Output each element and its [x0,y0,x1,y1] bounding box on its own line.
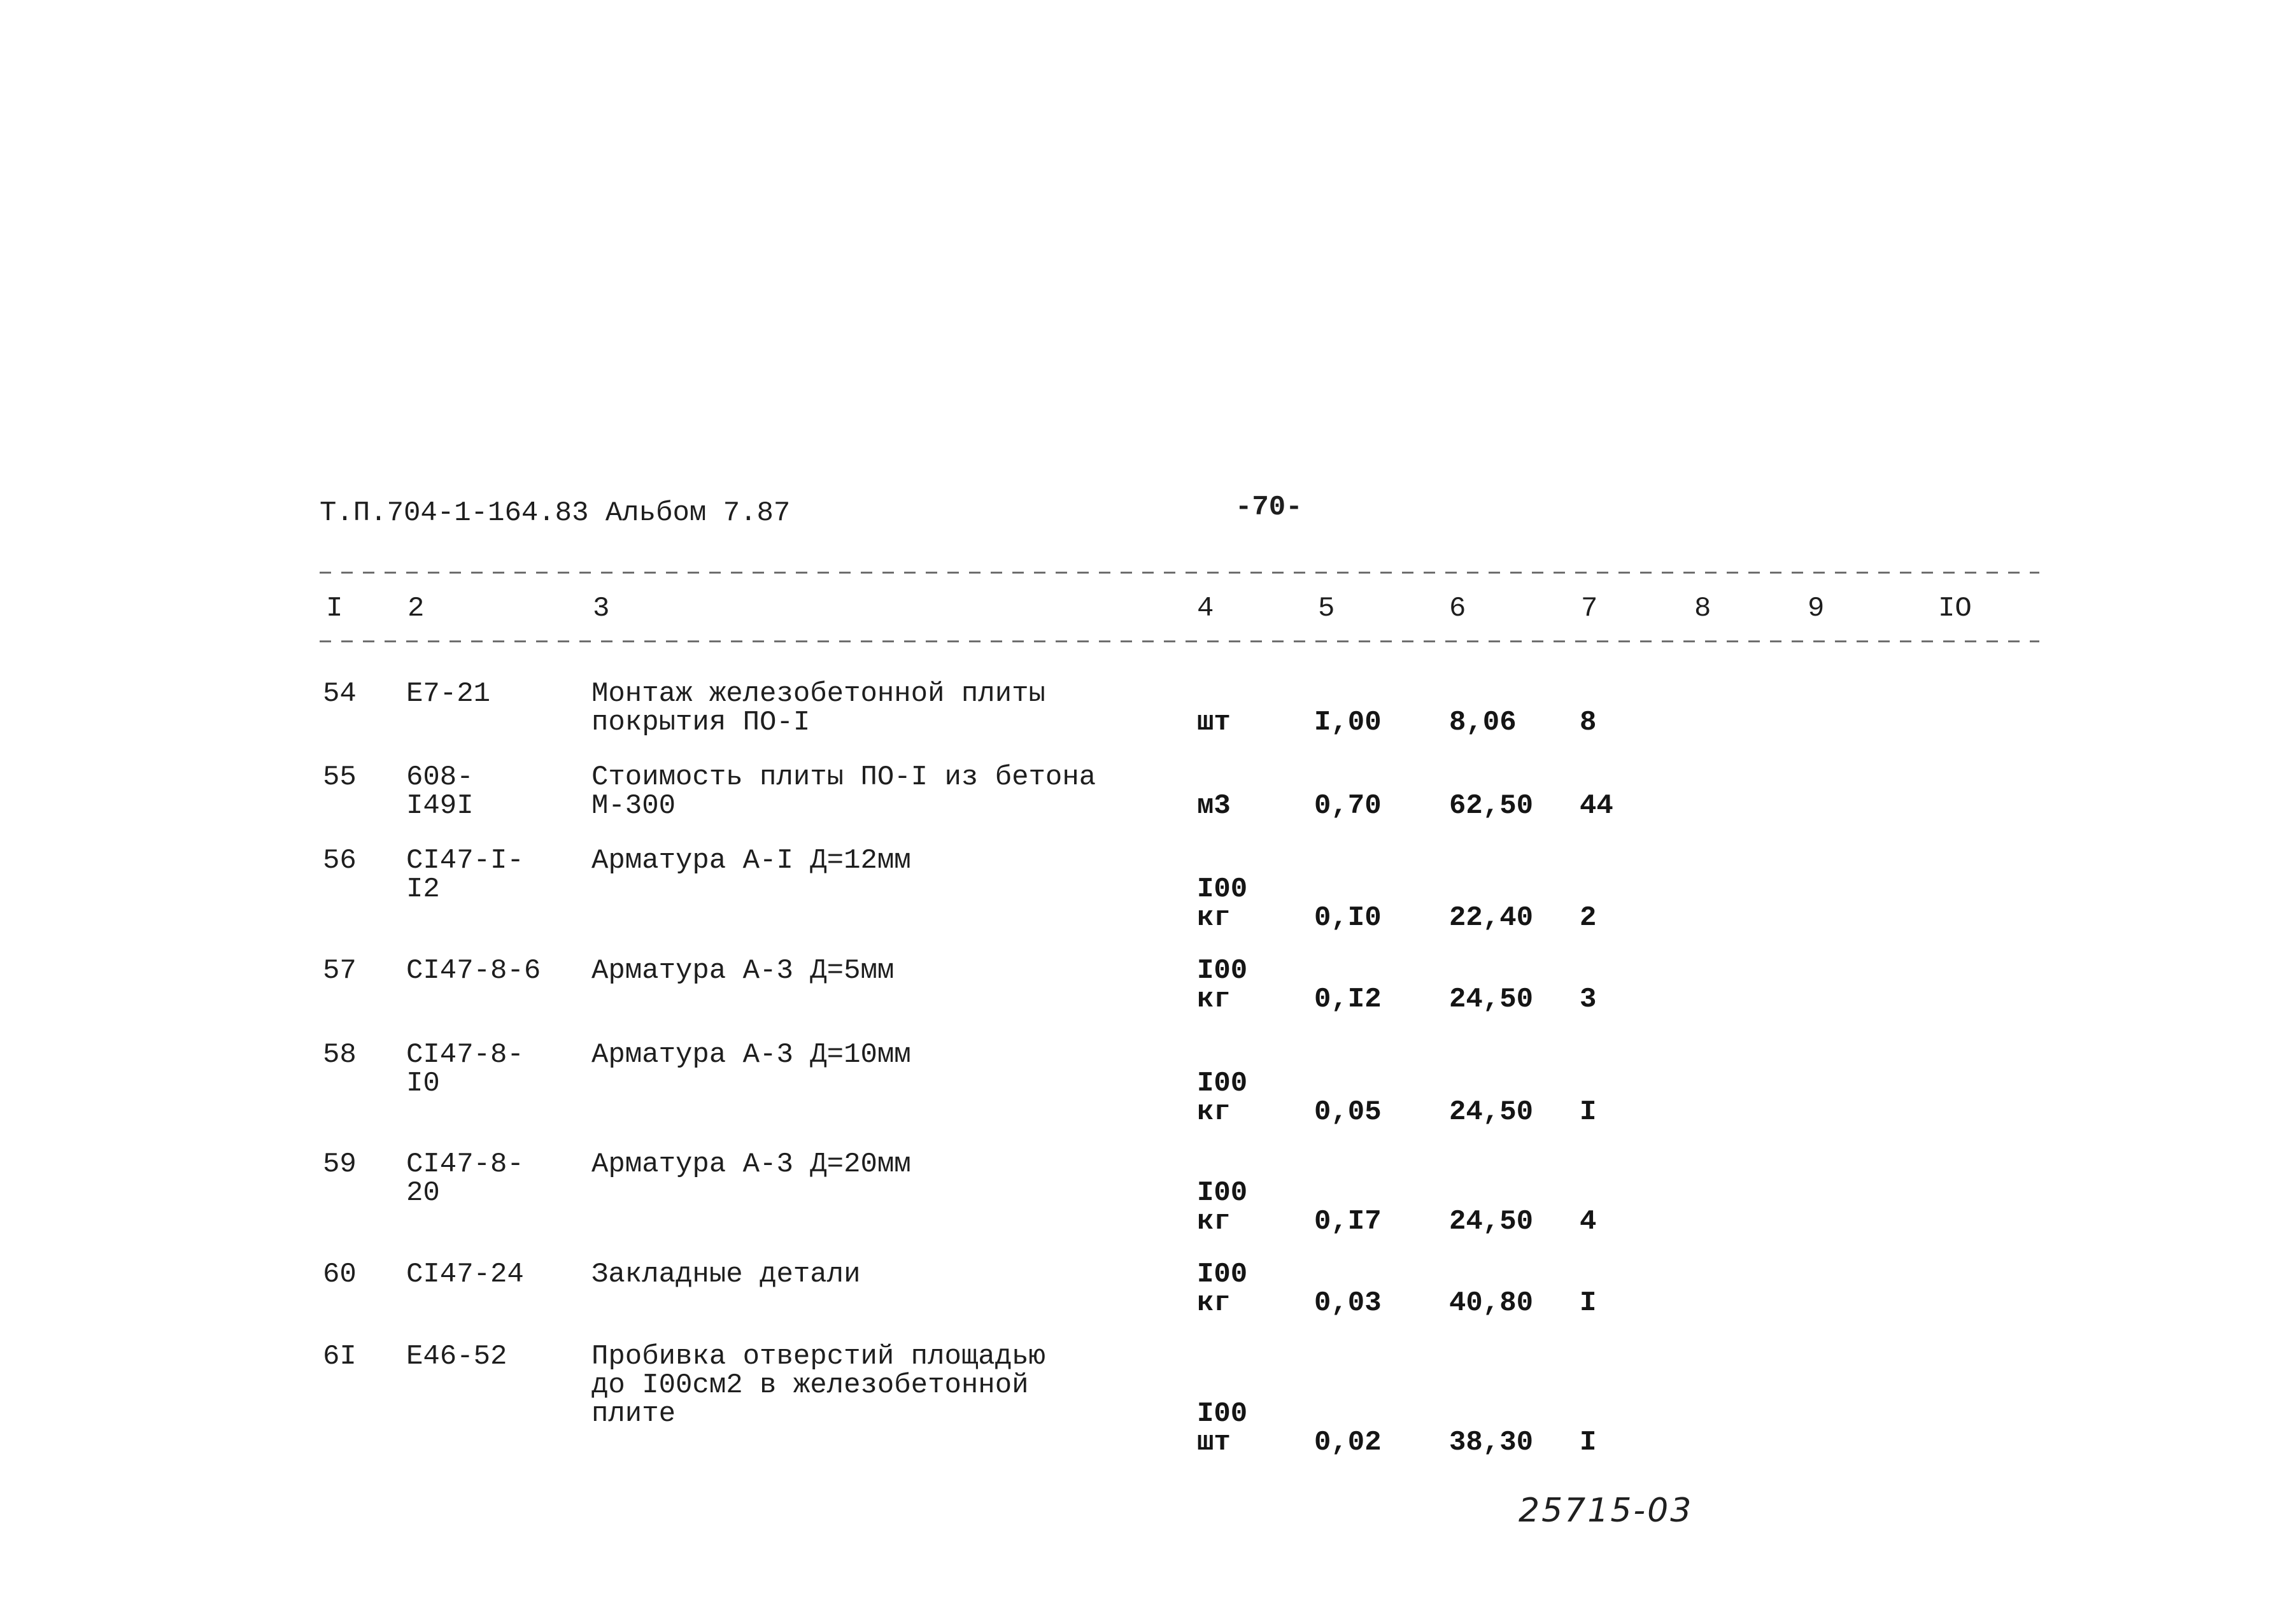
row-unit [1197,875,1247,933]
row-unit-line: I00 [1197,1259,1248,1290]
row-code [406,763,474,821]
document-code: Т.П.704-1-164.83 Альбом 7.87 [320,497,791,529]
row-unit [1197,1179,1247,1236]
table-top-rule [320,572,2039,574]
row-code-line: СI47-I- [406,845,524,877]
row-code-line: I49I [406,790,474,822]
row-description [591,1150,911,1179]
row-description-line: Арматура А-3 Д=10мм [591,1039,911,1071]
column-header-6: 6 [1449,593,1466,625]
row-description [591,847,911,875]
row-description-line: Стоимость плиты ПО-I из бетона [591,761,1096,793]
row-description-line: до I00см2 в железобетонной [591,1369,1029,1401]
row-description-line: плите [591,1398,676,1430]
column-header-2: 2 [407,593,425,625]
column-header-1: I [326,593,343,625]
row-code [406,1343,507,1371]
row-description-line: покрытия ПО-I [591,707,811,738]
row-number: 58 [323,1039,357,1071]
row-code [406,847,524,904]
column-header-8: 8 [1694,593,1711,625]
row-number: 55 [323,761,357,793]
row-number: 57 [323,955,357,987]
row-unit-line: кг [1197,984,1231,1015]
row-description-line: Монтаж железобетонной плиты [591,678,1045,710]
row-unit-line: I00 [1197,873,1248,905]
row-unit [1197,1260,1247,1318]
row-unit-price: 24,50 [1449,1096,1534,1128]
row-unit-price: 40,80 [1449,1287,1534,1319]
page-number: -70- [1235,491,1303,523]
row-code-line: I0 [406,1068,440,1099]
row-unit [1197,957,1247,1014]
row-description-line: Арматура А-3 Д=20мм [591,1148,911,1180]
row-code-line: Е7-21 [406,678,491,710]
row-quantity: 0,03 [1314,1287,1382,1319]
column-header-7: 7 [1581,593,1598,625]
row-number: 59 [323,1148,357,1180]
row-description-line: М-300 [591,790,676,822]
table-header-rule [320,640,2039,642]
row-description-line: Закладные детали [591,1259,861,1290]
row-unit-line: I00 [1197,955,1248,987]
row-number: 60 [323,1259,357,1290]
row-unit-line: кг [1197,1287,1231,1319]
row-description [591,763,1096,821]
row-code-line: СI47-8-6 [406,955,541,987]
row-unit-line: I00 [1197,1068,1248,1099]
row-unit-line: I00 [1197,1398,1248,1430]
row-total: I [1580,1096,1597,1128]
row-number: 54 [323,678,357,710]
column-header-10: IO [1938,593,1972,625]
row-number: 56 [323,845,357,877]
row-unit-price: 22,40 [1449,902,1534,934]
row-unit-line: I00 [1197,1177,1248,1209]
row-unit-line: кг [1197,1096,1231,1128]
row-total: 3 [1580,984,1597,1015]
row-description [591,680,1045,737]
row-code-line: 608- [406,761,474,793]
row-total: 8 [1580,707,1597,738]
row-unit-price: 24,50 [1449,984,1534,1015]
row-code-line: Е46-52 [406,1341,507,1373]
row-code-line: СI47-8- [406,1039,524,1071]
row-description [591,1260,860,1289]
row-code-line: 20 [406,1177,440,1209]
row-unit-line: шт [1197,707,1231,738]
row-description-line: Арматура А-3 Д=5мм [591,955,895,987]
row-code-line: СI47-24 [406,1259,524,1290]
row-total: 4 [1580,1206,1597,1238]
row-description [591,1343,1045,1429]
row-unit-line: кг [1197,902,1231,934]
column-header-5: 5 [1318,593,1335,625]
row-quantity: 0,I0 [1314,902,1382,934]
row-code [406,1041,524,1098]
row-code-line: СI47-8- [406,1148,524,1180]
row-description-line: Арматура А-I Д=12мм [591,845,911,877]
table-row [0,1343,2280,1470]
row-quantity: I,00 [1314,707,1382,738]
row-total: 2 [1580,902,1597,934]
row-code [406,957,541,985]
row-code [406,680,490,709]
row-unit-price: 38,30 [1449,1427,1534,1458]
row-quantity: 0,02 [1314,1427,1382,1458]
row-quantity: 0,I7 [1314,1206,1382,1238]
row-quantity: 0,I2 [1314,984,1382,1015]
column-header-3: 3 [593,593,610,625]
row-total: 44 [1580,790,1613,822]
row-unit [1197,1400,1247,1457]
row-description [591,1041,911,1070]
row-quantity: 0,70 [1314,790,1382,822]
column-header-9: 9 [1808,593,1825,625]
row-unit-price: 8,06 [1449,707,1517,738]
inventory-number: 25715-03 [1519,1492,1694,1530]
row-total: I [1580,1287,1597,1319]
row-total: I [1580,1427,1597,1458]
row-unit-price: 62,50 [1449,790,1534,822]
row-unit-price: 24,50 [1449,1206,1534,1238]
row-description-line: Пробивка отверстий площадью [591,1341,1045,1373]
row-code [406,1260,524,1289]
row-code [406,1150,524,1208]
row-code-line: I2 [406,873,440,905]
row-number: 6I [323,1341,357,1373]
row-description [591,957,894,985]
column-header-4: 4 [1197,593,1214,625]
row-unit [1197,709,1231,737]
row-unit-line: кг [1197,1206,1231,1238]
row-unit-line: шт [1197,1427,1231,1458]
row-unit [1197,1070,1247,1127]
row-quantity: 0,05 [1314,1096,1382,1128]
row-unit [1197,792,1231,821]
row-unit-line: м3 [1197,790,1231,822]
